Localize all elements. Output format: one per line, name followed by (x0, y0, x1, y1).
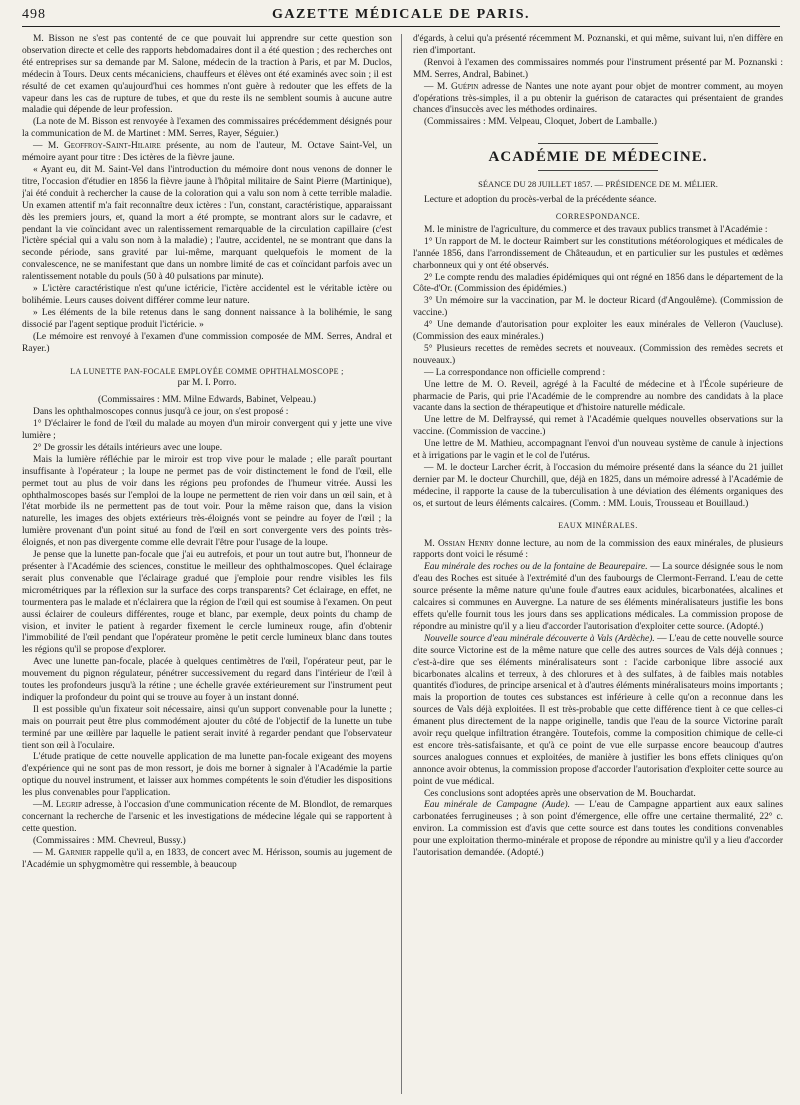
paragraph: 4° Une demande d'autorisation pour exploiter les eaux minérales de Velleron (Vaucluse). (Commission des eaux minérales.) (413, 320, 783, 343)
paragraph: L'étude pratique de cette nouvelle application de ma lunette pan-focale exigeant des moyens d'expérience qui ne sont pas de mon ressort, je dois me borner à signaler à l'Académie la partie optique du nouvel instrument, et laisser aux hommes compétents le soin d'étudier les dispositions les plus convenables pour l'application. (22, 752, 392, 799)
speaker-name: M. Garnier (45, 847, 92, 858)
paragraph-text: adresse de Nantes une note ayant pour objet de montrer comment, au moyen d'opérations très-simples, il a pu obtenir la guérison de cataractes qui présentaient de grandes chances d'insuccès avec les méthodes ordinaires. (413, 81, 783, 116)
paragraph: 2° De grossir les détails intérieurs avec une loupe. (33, 442, 223, 453)
column-divider (401, 34, 402, 1094)
paragraph: Mais la lumière réfléchie par le miroir est trop vive pour le malade ; elle paraît pourtant insuffisante à l'opérateur ; la loupe ne permet pas de voir distinctement le fond de l'œil, elle permet tout au plus de voir dans les régions peu profondes de l'humeur vitrée. Aussi les ophthalmoscopes basés sur l'emploi de la loupe ne permettent de rien voir dans un œil sain, et à l'état morbide ils ne permettent pas de tout voir. Pour la même raison que, dans la vision naturelle, les images des objets extérieurs très-éloignés vont se peindre au foyer de l'œil ; la lumière provenant d'un point situé au fond de l'œil en sort convergente vers des points très-éloignés, et non pas divergente comme elle devrait l'être pour l'usage de la loupe. (22, 454, 392, 549)
paragraph (413, 634, 783, 789)
subheading: Eau minérale de Campagne (Aude). (424, 800, 571, 811)
paragraph: Lecture et adoption du procès-verbal de la précédente séance. (424, 195, 657, 206)
paragraph: 3° Un mémoire sur la vaccination, par M. le docteur Ricard (d'Angoulême). (Commission de vaccine.) (413, 296, 783, 319)
paragraph: M. le ministre de l'agriculture, du commerce et des travaux publics transmet à l'Académie : (424, 224, 768, 235)
left-column (22, 34, 392, 1099)
paragraph: — M. Guépin adresse de Nantes une note ayant pour objet de montrer comment, au moyen d'opérations très-simples, il a pu obtenir la guérison de cataractes qui présentaient de grandes chances d'insuccès avec les méthodes ordinaires. (413, 81, 783, 116)
page-number: 498 (22, 7, 46, 22)
journal-title: GAZETTE MÉDICALE DE PARIS. (271, 7, 531, 22)
paragraph: (Commissaires : MM. Velpeau, Cloquet, Jobert de Lamballe.) (424, 117, 657, 128)
paragraph: — M. Geoffroy-Saint-Hilaire présente, au nom de l'auteur, M. Octave Saint-Vel, un mémoire ayant pour titre : Des ictères de la fièvre jaune. (22, 141, 392, 164)
speaker-name: M. Geoffroy-Saint-Hilaire (47, 141, 161, 152)
paragraph-text: présente, au nom de l'auteur, M. Octave Saint-Vel, un mémoire ayant pour titre : Des ictères de la fièvre jaune. (22, 141, 392, 164)
paragraph: d'égards, à celui qu'a présenté récemment M. Poznanski, et qui même, suivant lui, n'en diffère en rien d'important. (413, 34, 783, 56)
section-rule (538, 143, 658, 144)
paragraph: 2° Le compte rendu des maladies épidémiques qui ont régné en 1856 dans le département de la Côte-d'Or. (Commission des épidémies.) (413, 272, 783, 295)
right-column (413, 34, 783, 1099)
paragraph: (Renvoi à l'examen des commissaires nommés pour l'instrument présenté par M. Poznanski : MM. Serres, Andral, Babinet.) (413, 57, 783, 80)
subsection-title: EAUX MINÉRALES. (558, 520, 638, 530)
paragraph: 5° Plusieurs recettes de remèdes secrets et nouveaux. (Commission des remèdes secrets et nouveaux.) (413, 343, 783, 366)
paragraph: » L'ictère caractéristique n'est qu'une ictéricie, l'ictère accidentel est le véritable ictère ou bolihémie. Leurs causes doivent différer comme leur nature. (22, 284, 392, 306)
paragraph: « Ayant eu, dit M. Saint-Vel dans l'introduction du mémoire dont nous venons de donner le titre, l'occasion d'étudier en 1856 la fièvre jaune à l'hôpital militaire de Saint Pierre (Martinique), j'ai été conduit à rechercher la cause de la coloration qui a valu son nom à cette terrible maladie. Un examen attentif m'a fait reconnaître deux ictères : l'un, constant, caractéristique, apparaissant dès les premiers jours, et, quand la mort a été prompte, se montrant alors sur le cadavre, et pendant la vie coïncidant avec un ralentissement remarquable de la circulation capillaire (c'est l'ictère spécial qui a valu son nom à la maladie) ; l'autre, accidentel, ne se montrant que dans la seconde période, sans gravité par lui-même, marquant quelquefois le moment de la convalescence, ne se manifestant que dans un nombre limité de cas et coïncidant parfois avec un ralentissement notable du pouls (50 à 40 pulsations par minute). (22, 164, 392, 283)
paragraph (413, 800, 783, 860)
paragraph: M. Bisson ne s'est pas contenté de ce que pouvait lui apprendre sur cette question son observation directe et celle des rapports hebdomadaires dont il a été question ; des recherches ont été entreprises sur sa demande par M. Salone, médecin de la traction à Paris, et par M. Duclos, médecin à Tours. Deux cents mécaniciens, chauffeurs et élèves ont été examinés avec soin ; il est résulté de cet examen qu'aujourd'hui ces hommes n'ont guère à redouter que les effets de la vapeur dans les cas de rupture de tubes, et que du reste ils ne semblent soumis à aucune autre maladie qui dépende de leur profession. (22, 34, 392, 116)
speaker-name: M. Ossian Henry (424, 538, 494, 549)
section-title: ACADÉMIE DE MÉDECINE. (488, 149, 708, 166)
paragraph: Une lettre de M. Mathieu, accompagnant l'envoi d'un nouveau système de canule à injections et à irrigations par le vagin et le col de l'utérus. (413, 439, 783, 462)
paragraph-text: rappelle qu'il a, en 1833, de concert avec M. Hérisson, soumis au jugement de l'Académie un sphygmomètre qui ressemble, à beaucoup (22, 847, 392, 870)
session-heading: SÉANCE DU 28 JUILLET 1857. — PRÉSIDENCE DE M. MÉLIER. (478, 179, 718, 190)
section-rule (538, 170, 658, 171)
paragraph: Avec une lunette pan-focale, placée à quelques centimètres de l'œil, l'opérateur peut, par le mouvement du pignon régulateur, pénétrer successivement du regard dans l'intérieur de l'œil à toutes les profondeurs jusqu'à la rétine ; une échelle gravée extérieurement sur l'instrument peut indiquer la profondeur du point qui se trouve au foyer à un instant donné. (22, 657, 392, 703)
paragraph-text: adresse, à l'occasion d'une communication récente de M. Blondlot, de remarques concernant la recherche de l'arsenic et les investigations de médecine légale qui se rapportent à cette question. (22, 800, 392, 834)
paragraph: 1° D'éclairer le fond de l'œil du malade au moyen d'un miroir convergent qui y jette une vive lumière ; (22, 419, 392, 441)
speaker-name: M. Legrip (42, 800, 82, 811)
speaker-name: M. Guépin (436, 81, 479, 92)
article-author: par M. I. Porro. (177, 378, 237, 389)
paragraph: — La correspondance non officielle comprend : (424, 367, 606, 378)
paragraph (413, 539, 783, 563)
subheading: Eau minérale des roches ou de la fontaine de Beaurepaire. (424, 562, 648, 573)
subsection-title: CORRESPONDANCE. (555, 211, 641, 221)
paragraph: — M. le docteur Larcher écrit, à l'occasion du mémoire présenté dans la séance du 21 juillet dernier par M. le docteur Churchill, que, déjà en 1825, dans un mémoire adressé à l'Académie de médecine, il rapporte la cause de la tuberculisation à une déviation des éléments organiques des os, et surtout de leurs éléments calcaires. (Comm. : MM. Louis, Trousseau et Bouillaud.) (413, 463, 783, 509)
paragraph: 1° Un rapport de M. le docteur Raimbert sur les constitutions météorologiques et médicales de l'année 1856, dans l'arrondissement de Châteaudun, et en particulier sur les pustules et œdèmes charbonneux qui y ont été observés. (413, 236, 783, 271)
paragraph: — M. Garnier rappelle qu'il a, en 1833, de concert avec M. Hérisson, soumis au jugement de l'Académie un sphygmomètre qui ressemble, à beaucoup (22, 847, 392, 870)
paragraph: Une lettre de M. Delfrayssé, qui remet à l'Académie quelques nouvelles observations sur la vaccine. (Commission de vaccine.) (413, 415, 783, 438)
paragraph-text: donne lecture, au nom de la commission des eaux minérales, de plusieurs rapports dont voici le résumé : (413, 538, 783, 561)
paragraph (413, 562, 783, 633)
paragraph: (Le mémoire est renvoyé à l'examen d'une commission composée de MM. Serres, Andral et Rayer.) (22, 331, 392, 354)
article-title: LA LUNETTE PAN-FOCALE EMPLOYÉE COMME OPHTHALMOSCOPE ; (70, 367, 344, 377)
paragraph: —M. Legrip adresse, à l'occasion d'une communication récente de M. Blondlot, de remarques concernant la recherche de l'arsenic et les investigations de médecine légale qui se rapportent à cette question. (22, 800, 392, 834)
paragraph: (Commissaires : MM. Chevreul, Bussy.) (33, 835, 186, 846)
paragraph-text: — La source désignée sous le nom d'eau des Roches est située à l'extrémité d'un des faubourgs de Clermont-Ferrand. L'eau de cette source présente la même nature qu'une foule d'autres eaux acidules, bicarbonatées, alcalines et calcaires si communes en Auvergne. La nature de ses éléments minéralisateurs justifie les bons effets qu'elle fournit tous les jours dans ses applications médicales. La commission propose de répondre au ministre qu'il y a lieu d'accorder l'autorisation d'exploiter cette source. (Adopté.) (413, 562, 783, 632)
paragraph: » Les éléments de la bile retenus dans le sang donnent naissance à la bolihémie, le sang dissocié par l'agent septique produit l'ictéricie. » (22, 307, 392, 330)
paragraph-text: — L'eau de Campagne appartient aux eaux salines carbonatées ferrugineuses ; à son point d'émergence, elle offre une certaine thermalité, 22° c. environ. La commission est d'avis que cette source est dans toutes les conditions convenables pour une exploitation thermo-minérale et propose de répondre au ministre qu'il y a lieu d'accorder l'autorisation demandée. (Adopté.) (413, 800, 783, 859)
paragraph: Je pense que la lunette pan-focale que j'ai eu autrefois, et pour un tout autre but, l'honneur de présenter à l'Académie des sciences, constitue le meilleur des ophthalmoscopes. Quel éclairage serait plus convenable que l'éclairage gradué que j'emploie pour rendre visibles les fils micrométriques par la réflexion sur la surface des corps transparents? Cet éclairage, en effet, ne tourmentera pas le malade et n'éclairera que la région de l'œil qui est soumise à l'examen. On peut aussi éclairer de couleurs différentes, rouge et blanc, par exemple, deux points du champ de vision, et inviter le patient à regarder fixement le cercle lumineux rouge, afin d'obtenir l'immobilité de l'œil pendant que l'opérateur promène le petit cercle lumineux blanc dans toutes les régions qu'il se propose d'explorer. (22, 550, 392, 656)
paragraph: Dans les ophthalmoscopes connus jusqu'à ce jour, on s'est proposé : (33, 407, 289, 418)
paragraph: Il est possible qu'un fixateur soit nécessaire, ainsi qu'un support convenable pour la lunette ; mais on pourrait peut être plus commodément ajouter du côté de l'objectif de la lunette un tube terminé par une œillère par laquelle le patient serait invité à regarder pendant que l'observateur tient son œil à l'oculaire. (22, 704, 392, 751)
paragraph: (La note de M. Bisson est renvoyée à l'examen des commissaires précédemment désignés pour la communication de M. de Martinet : MM. Serres, Rayer, Séguier.) (22, 117, 392, 140)
commission-note: (Commissaires : MM. Milne Edwards, Babinet, Velpeau.) (98, 395, 316, 406)
page-header (22, 6, 780, 27)
paragraph: Une lettre de M. O. Reveil, agrégé à la Faculté de médecine et à l'École supérieure de pharmacie de Paris, qui prie l'Académie de le comprendre au nombre des candidats à la place vacante dans la section de thérapeutique et d'histoire naturelle médicale. (413, 379, 783, 414)
paragraph: Ces conclusions sont adoptées après une observation de M. Bouchardat. (424, 788, 696, 799)
subheading: Nouvelle source d'eau minérale découverte à Vals (Ardèche). (424, 633, 655, 644)
paragraph-text: — L'eau de cette nouvelle source dite source Victorine est de la même nature que celle des autres sources de Vals déjà connues ; c'est-à-dire que ses éléments minéralisateurs sont : l'acide carbonique libre associé aux bicarbonates alcalins et terreux, à des chlorures et à des sulfates, à de faibles mais notables quantités d'iodures, de principe arsenical et à d'autres éléments minéralisateurs moins importants ; mais la proportion de toutes ces substances est inférieure à celle qu'on a reconnue dans les sources de Vals déjà exploitées. Il est très-probable que cette différence tient à ce que celles-ci émanent plus directement de la nappe originelle, tandis que l'eau de la source Victorine paraît avoir reçu quelque infiltration étrangère. Toutefois, comme la composition chimique de celle-ci est encore très-satisfaisante, et qu'à ce point de vue elle surpasse encore beaucoup d'autres sources analogues connues et exploitées, de manière à justifier les bons effets cliniques qu'on annonce avoir obtenus, la commission propose d'accorder l'autorisation d'exploiter cette source au point de vue médical. (413, 633, 783, 787)
